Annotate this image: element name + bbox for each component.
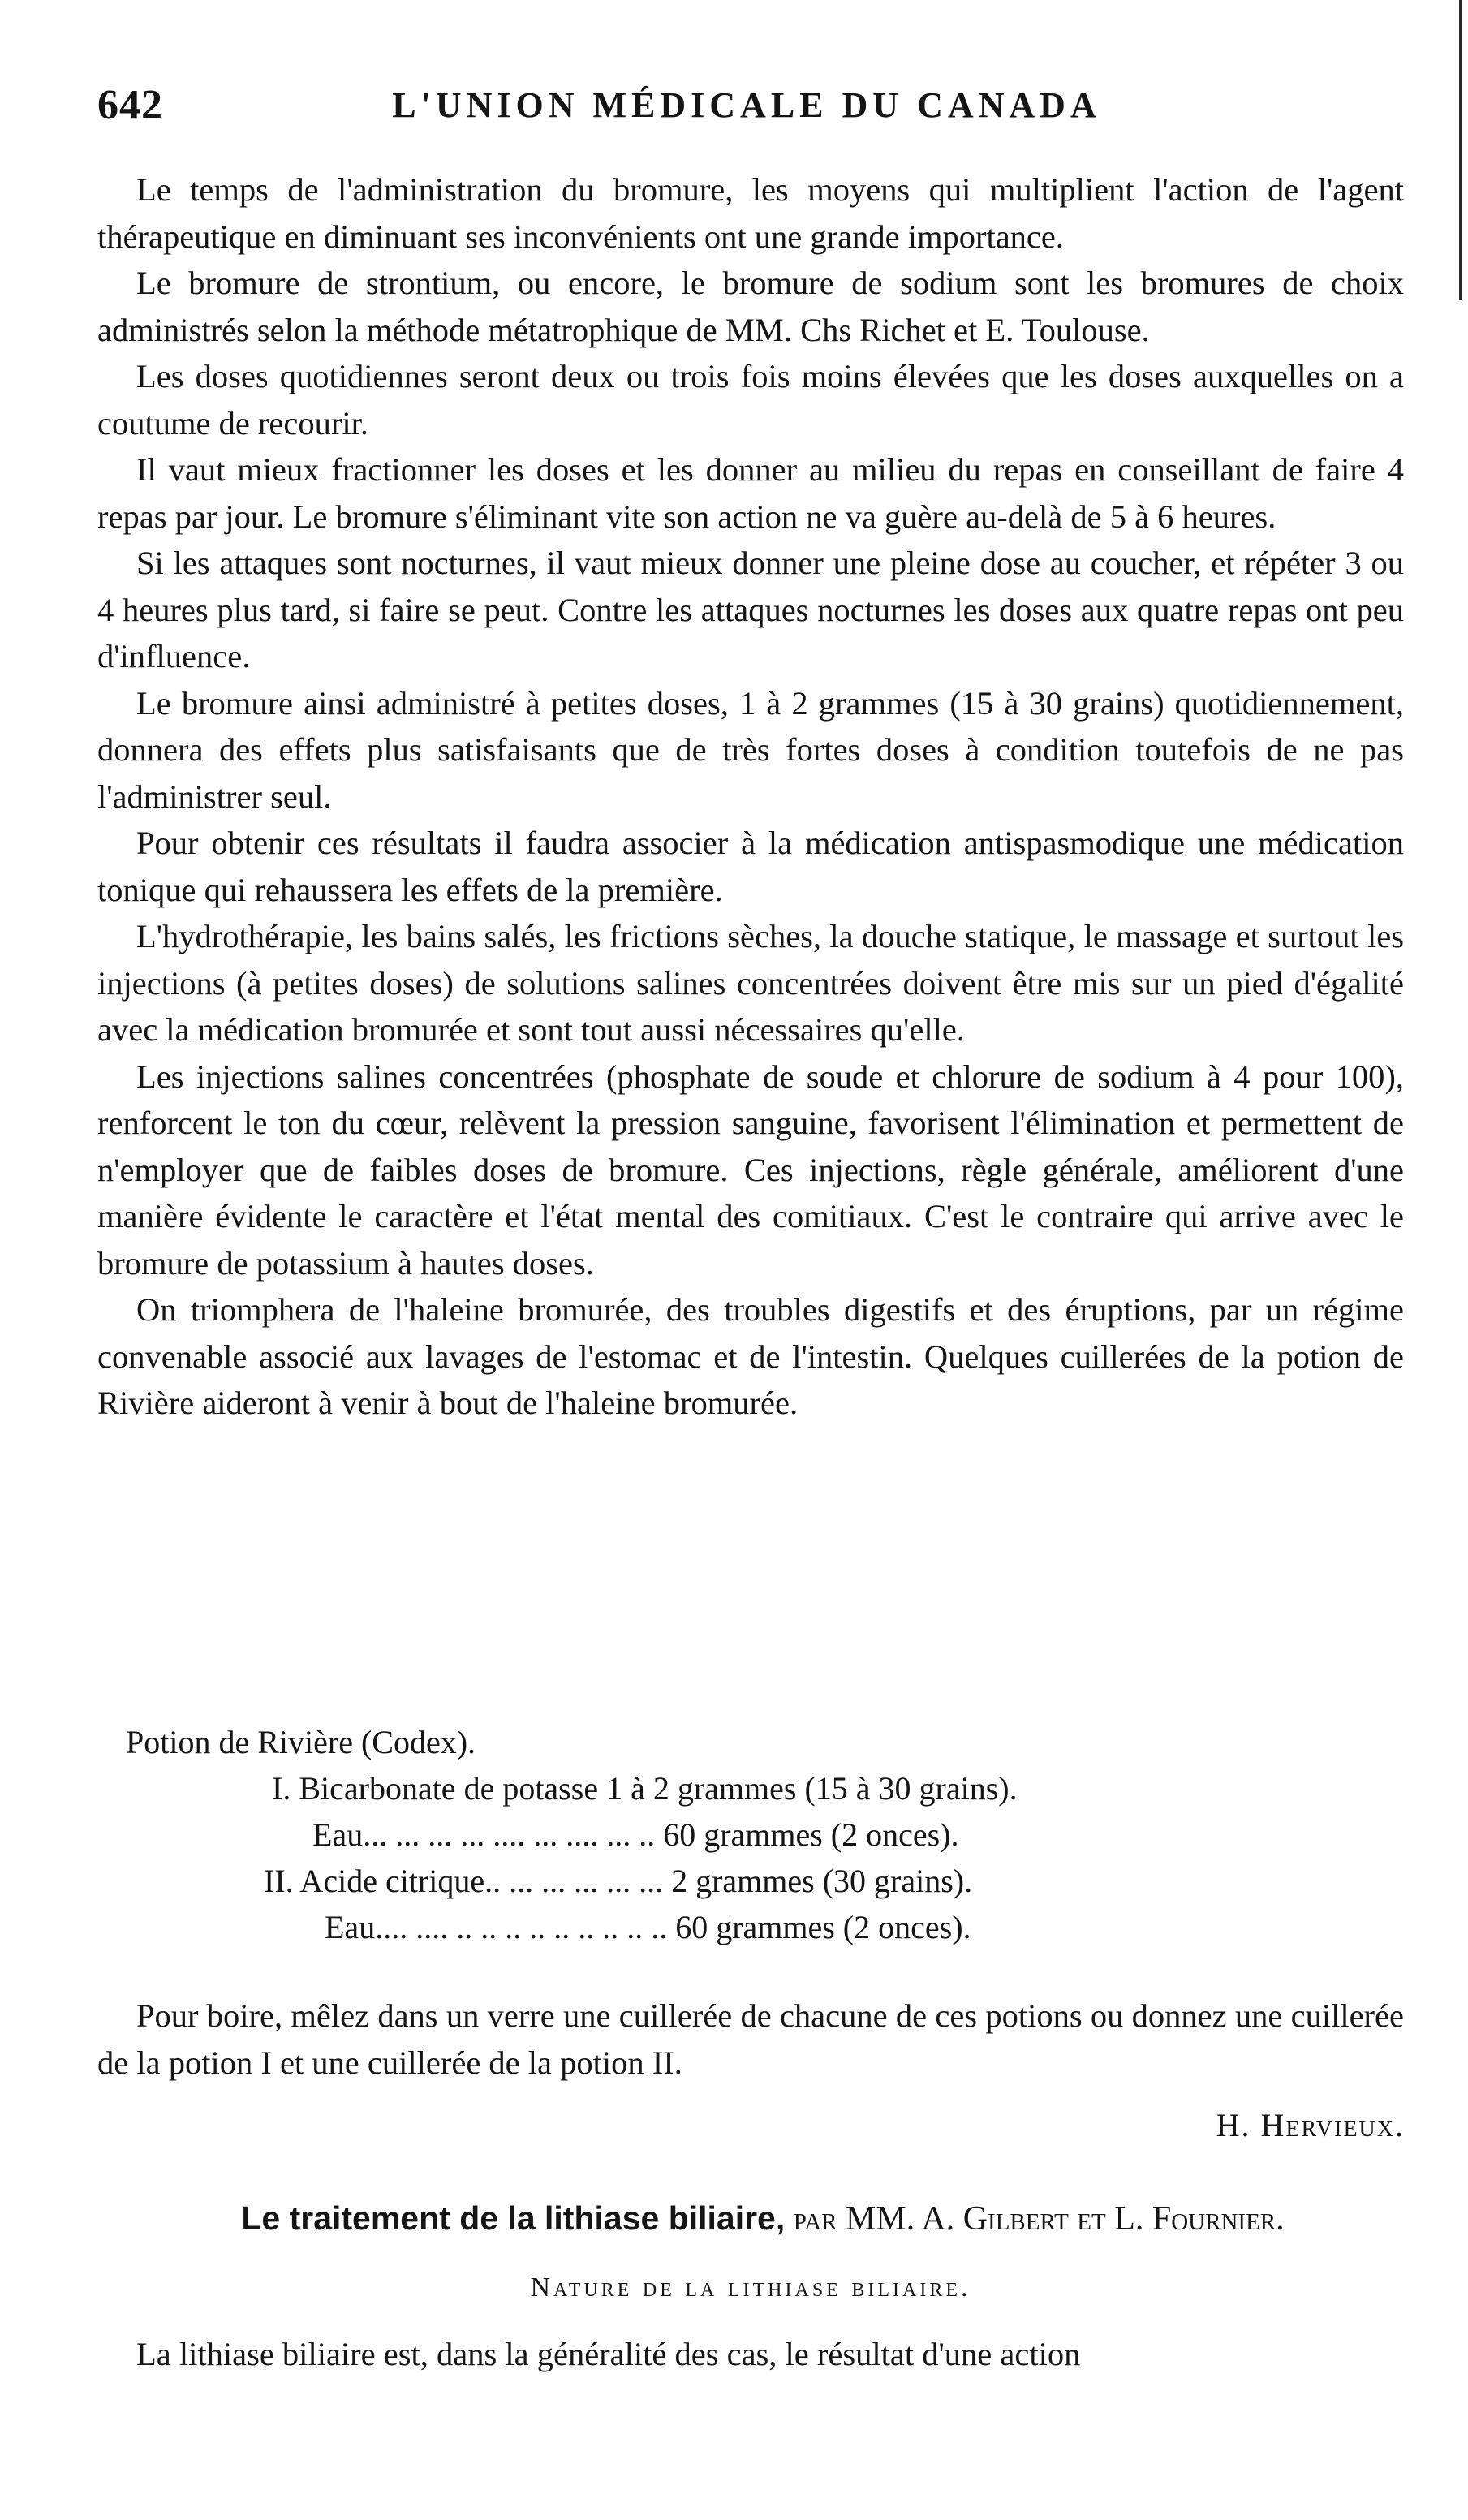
- paragraph: Pour obtenir ces résultats il faudra associer à la médication antispasmodique une médication tonique qui rehaussera les effets de la première.: [97, 825, 1404, 908]
- article-body: [97, 166, 1404, 1427]
- paragraph: Le temps de l'administration du bromure, les moyens qui multiplient l'action de l'agent thérapeutique en diminuant ses inconvénients ont une grande importance.: [97, 171, 1404, 255]
- recipe-title: Potion de Rivière (Codex).: [126, 1724, 476, 1760]
- paragraph: Si les attaques sont nocturnes, il vaut mieux donner une pleine dose au coucher, et répéter 3 ou 4 heures plus tard, si faire se peut. Contre les attaques nocturnes les doses aux quatre repas ont peu d'influence.: [97, 545, 1404, 674]
- paragraph: Le bromure de strontium, ou encore, le bromure de sodium sont les bromures de choix administrés selon la méthode métatrophique de MM. Chs Richet et E. Toulouse.: [97, 265, 1404, 348]
- page-header: [97, 81, 1396, 138]
- page-number: 642: [97, 82, 163, 128]
- paragraph: Il vaut mieux fractionner les doses et les donner au milieu du repas en conseillant de faire 4 repas par jour. Le bromure s'éliminant vite son action ne va guère au-delà de 5 à 6 heures.: [97, 451, 1404, 535]
- paragraph-first-line: La lithiase biliaire est, dans la généralité des cas, le résultat d'une action: [136, 2336, 1081, 2372]
- running-title: L'UNION MÉDICALE DU CANADA: [392, 85, 1101, 125]
- recipe-line: Eau.... .... .. .. .. .. .. .. .. .. .. 60 grammes (2 onces).: [325, 1909, 971, 1945]
- recipe-line: I. Bicarbonate de potasse 1 à 2 grammes (15 à 30 grains).: [272, 1770, 1018, 1807]
- paragraph: Le bromure ainsi administré à petites doses, 1 à 2 grammes (15 à 30 grains) quotidiennement, donnera des effets plus satisfaisants que de très fortes doses à condition toutefois de ne pas l'administrer seul.: [97, 684, 1404, 815]
- author-signature: H. Hervieux.: [1216, 2107, 1405, 2143]
- paragraph: Les injections salines concentrées (phosphate de soude et chlorure de sodium à 4 pour 100), renforcent le ton du cœur, relèvent la pression sanguine, favorisent l'élimination et permettent de n'employer que de faibles doses de bromure. Ces injections, règle générale, améliorent d'une manière évidente le caractère et l'état mental des comitiaux. C'est le contraire qui arrive avec le bromure de potassium à hautes doses.: [97, 1058, 1404, 1282]
- article-title-authors: par MM. A. Gilbert et L. Fournier.: [793, 2200, 1285, 2238]
- section-subheading: Nature de la lithiase biliaire.: [530, 2272, 971, 2302]
- recipe-line: Eau... ... ... ... .... ... .... ... .. 60 grammes (2 onces).: [312, 1816, 959, 1853]
- paragraph: L'hydrothérapie, les bains salés, les frictions sèches, la douche statique, le massage et surtout les injections (à petites doses) de solutions salines concentrées doivent être mis sur un pied d'égalité avec la médication bromurée et sont tout aussi nécessaires qu'elle.: [97, 918, 1404, 1048]
- recipe-line: II. Acide citrique.. ... ... ... ... ... 2 grammes (30 grains).: [264, 1863, 973, 1899]
- article-title: [114, 2199, 1412, 2238]
- page-edge-line: [1459, 0, 1462, 300]
- closing-paragraph: Pour boire, mêlez dans un verre une cuillerée de chacune de ces potions ou donnez une cuillerée de la potion I et une cuillerée de la potion II.: [97, 1997, 1404, 2081]
- paragraph: Les doses quotidiennes seront deux ou trois fois moins élevées que les doses auxquelles on a coutume de recourir.: [97, 358, 1404, 442]
- paragraph: On triomphera de l'haleine bromurée, des troubles digestifs et des éruptions, par un régime convenable associé aux lavages de l'estomac et de l'intestin. Quelques cuillerées de la potion de Rivière aideront à venir à bout de l'haleine bromurée.: [97, 1291, 1404, 1421]
- article-title-main: Le traitement de la lithiase biliaire,: [241, 2199, 786, 2237]
- recipe-block: [97, 1719, 1404, 1950]
